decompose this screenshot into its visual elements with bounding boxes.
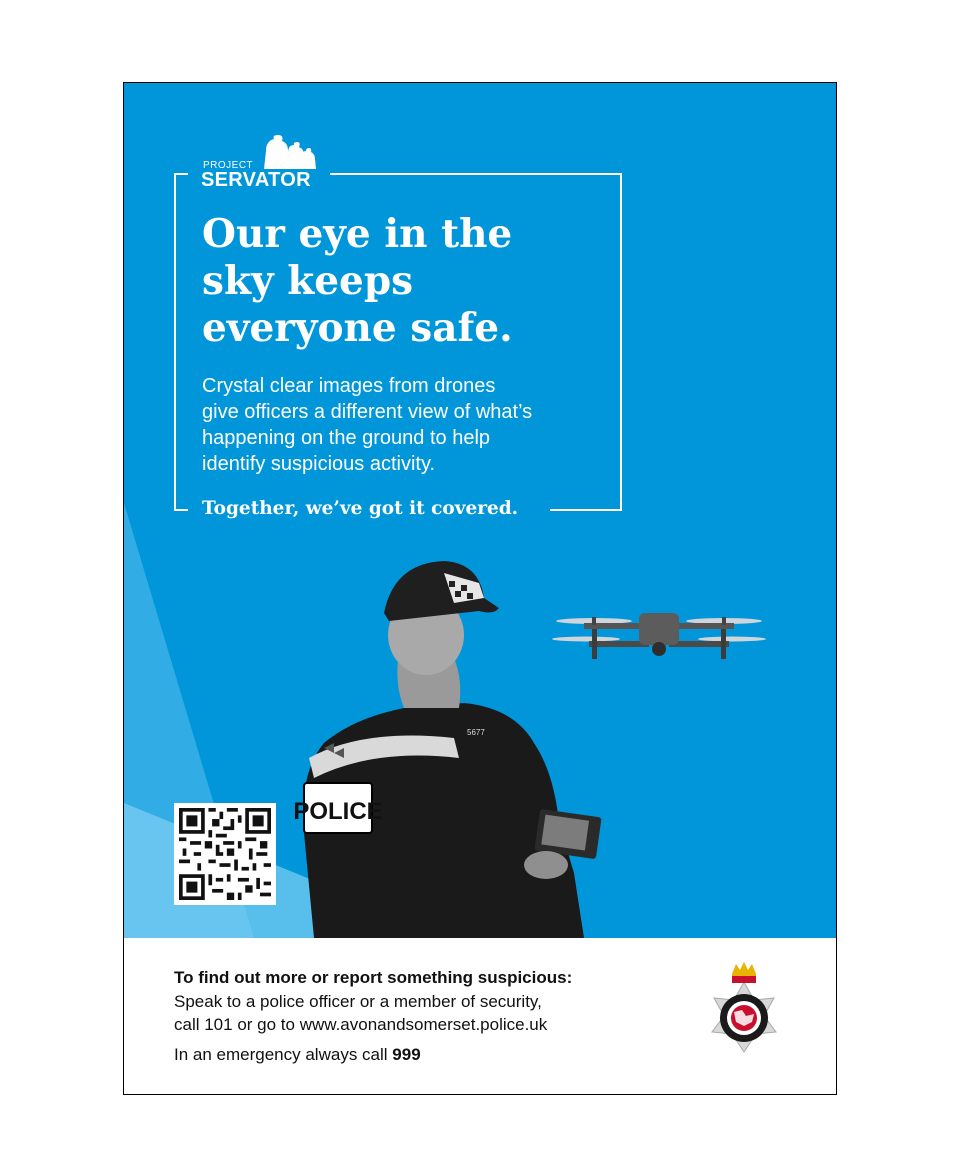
body-line-4: identify suspicious activity. xyxy=(202,453,436,475)
info-line-2: call 101 or go to www.avonandsomerset.police.uk xyxy=(174,1015,548,1034)
emergency-prefix: In an emergency always call xyxy=(174,1045,388,1064)
info-line-1: Speak to a police officer or a member of security, xyxy=(174,992,542,1011)
qr-code-icon xyxy=(179,808,271,900)
police-back-label: POLICE xyxy=(293,798,383,825)
shoulder-number: 5677 xyxy=(467,728,485,737)
logo-project-text: PROJECT xyxy=(203,160,254,171)
hero-panel xyxy=(124,83,836,938)
info-heading: To find out more or report something suspicious: xyxy=(174,968,573,987)
officer-and-drone-photo xyxy=(284,543,804,938)
drone-icon xyxy=(552,613,766,659)
police-crest-icon xyxy=(696,960,792,1070)
servator-figures-icon xyxy=(260,133,320,169)
headline-line-1: Our eye in the xyxy=(202,211,513,257)
tagline: Together, we’ve got it covered. xyxy=(202,498,519,519)
body-line-1: Crystal clear images from drones xyxy=(202,375,496,397)
poster xyxy=(123,82,837,1095)
qr-code[interactable] xyxy=(174,803,276,905)
emergency-line xyxy=(174,1045,421,1065)
body-line-3: happening on the ground to help xyxy=(202,427,491,449)
headline xyxy=(202,211,602,352)
logo-servator-text: SERVATOR xyxy=(201,169,311,191)
police-officer-figure xyxy=(293,561,601,938)
headline-line-3: everyone safe. xyxy=(202,305,513,351)
info-panel xyxy=(124,938,836,1094)
headline-line-2: sky keeps xyxy=(202,258,414,304)
body-copy xyxy=(202,373,622,477)
emergency-number: 999 xyxy=(392,1045,421,1064)
body-line-2: give officers a different view of what’s xyxy=(202,401,533,423)
project-servator-logo xyxy=(200,133,340,193)
